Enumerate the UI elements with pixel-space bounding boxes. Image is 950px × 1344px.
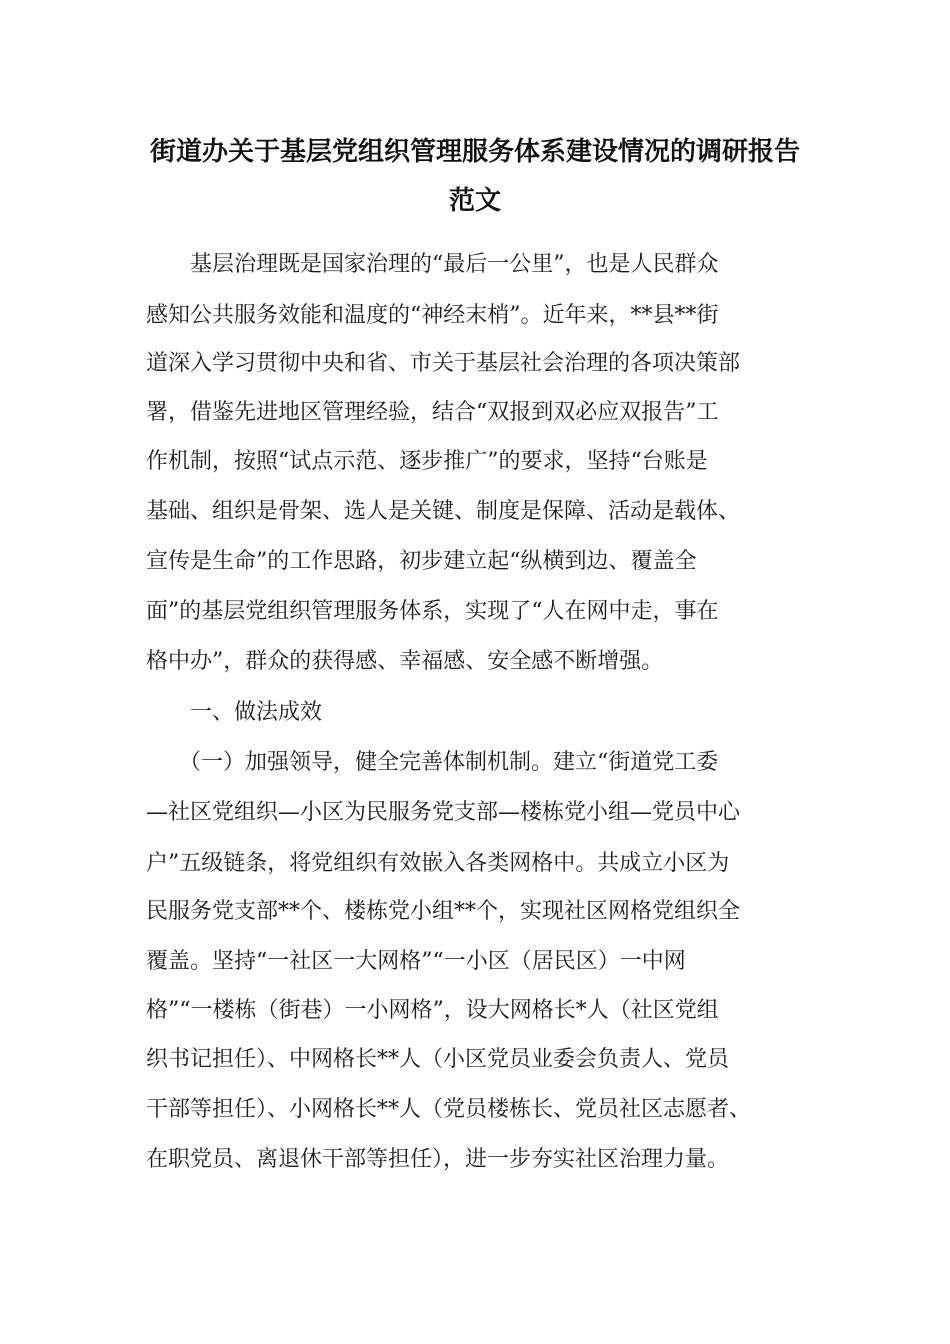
- document-title-line-1: 街道办关于基层党组织管理服务体系建设情况的调研报告: [149, 137, 800, 167]
- body-line: 道深入学习贯彻中央和省、市关于基层社会治理的各项决策部: [146, 351, 741, 376]
- body-line: 在职党员、离退休干部等担任），进一步夯实社区治理力量。: [146, 1147, 730, 1172]
- body-line: 户”五级链条，将党组织有效嵌入各类网格中。共成立小区为: [146, 851, 730, 876]
- body-line: 宣传是生命”的工作思路，初步建立起“纵横到边、覆盖全: [146, 549, 697, 574]
- body-line: 面”的基层党组织管理服务体系，实现了“人在网中走，事在: [146, 599, 719, 624]
- body-line: 署，借鉴先进地区管理经验，结合“双报到双必应双报告”工: [146, 400, 719, 425]
- body-line: 基础、组织是骨架、选人是关键、制度是保障、活动是载体、: [146, 499, 741, 524]
- document-title-line-2: 范文: [448, 186, 501, 216]
- section-heading: 一、做法成效: [146, 700, 323, 725]
- body-line: —社区党组织—小区为民服务党支部—楼栋党小组—党员中心: [146, 800, 741, 825]
- body-line: 作机制，按照“试点示范、逐步推广”的要求，坚持“台账是: [146, 449, 708, 474]
- body-line: 格中办”，群众的获得感、幸福感、安全感不断增强。: [146, 649, 664, 674]
- body-line: 格”“一楼栋（街巷）一小网格”，设大网格长*人（社区党组: [146, 998, 719, 1023]
- body-line: （一）加强领导，健全完善体制机制。建立“街道党工委: [146, 750, 719, 775]
- body-line: 基层治理既是国家治理的“最后一公里”，也是人民群众: [146, 252, 719, 277]
- body-line: 民服务党支部**个、楼栋党小组**个，实现社区网格党组织全: [146, 899, 741, 924]
- body-line: 覆盖。坚持“一社区一大网格”“一小区（居民区）一中网: [146, 949, 686, 974]
- body-line: 感知公共服务效能和温度的“神经末梢”。近年来，**县**街: [146, 303, 719, 328]
- body-line: 织书记担任）、中网格长**人（小区党员业委会负责人、党员: [146, 1047, 730, 1072]
- body-line: 干部等担任）、小网格长**人（党员楼栋长、党员社区志愿者、: [146, 1097, 752, 1122]
